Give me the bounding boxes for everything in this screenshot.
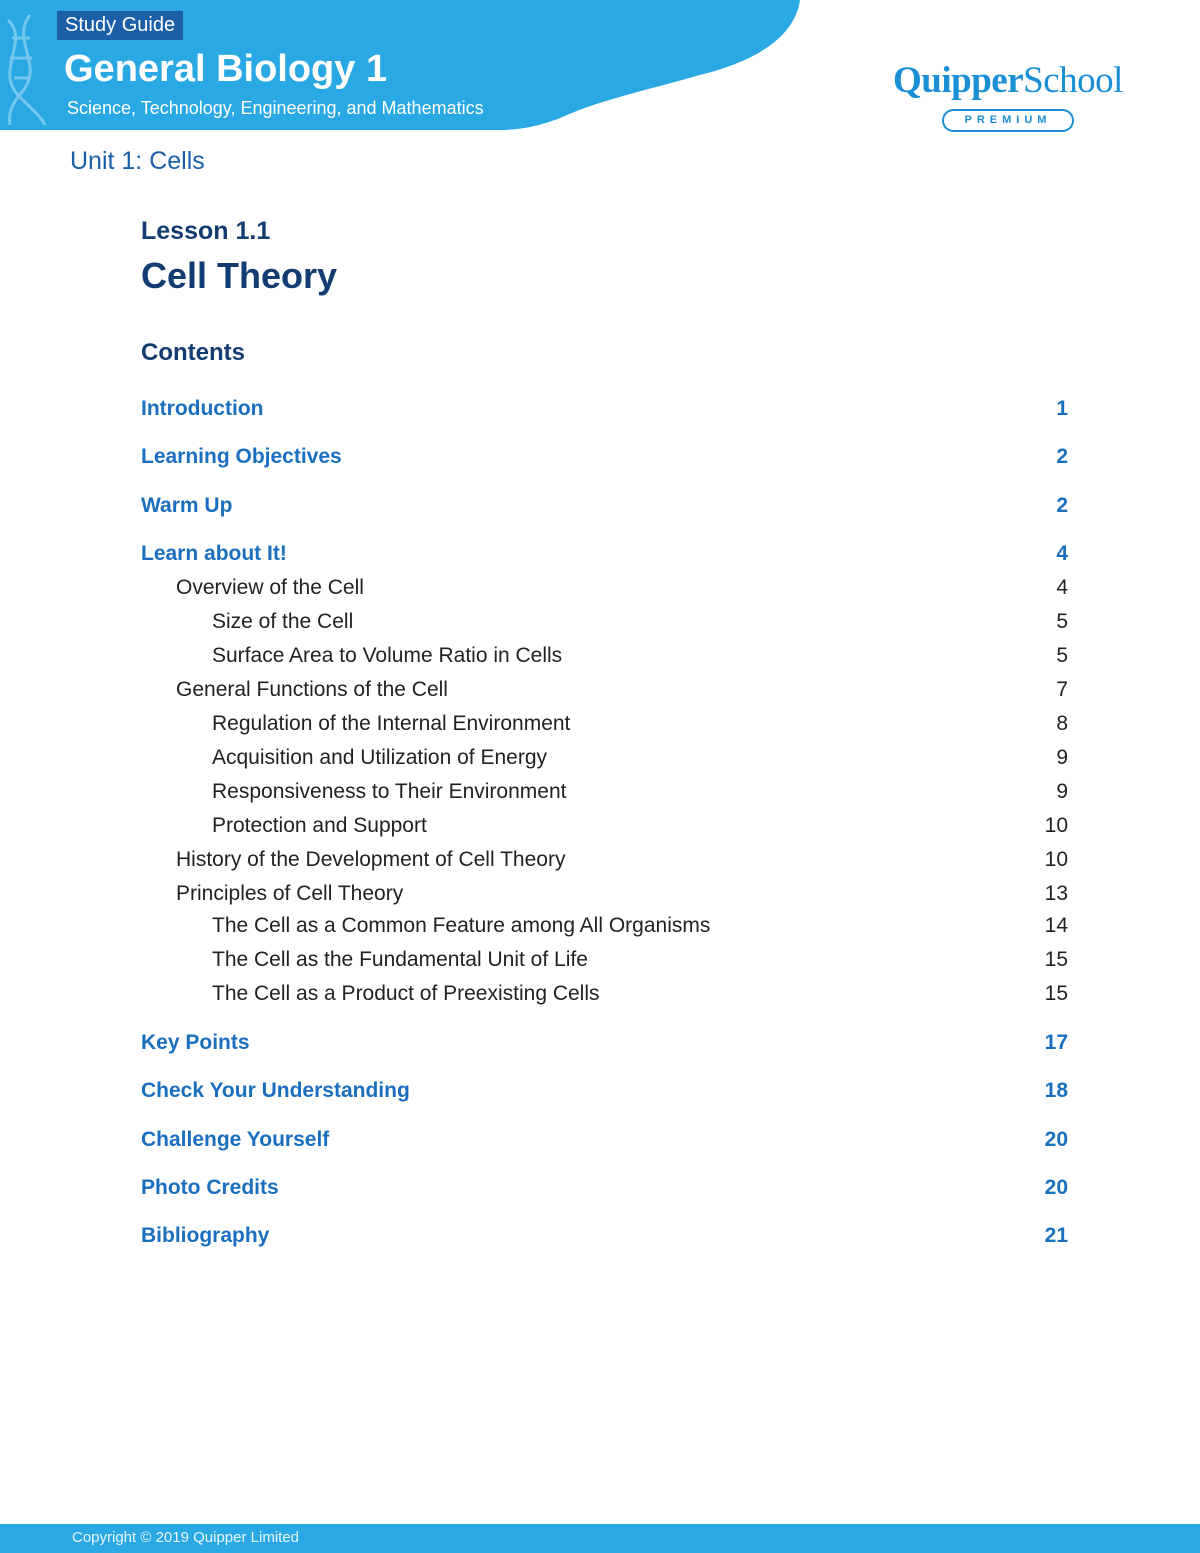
toc-entry-title: Surface Area to Volume Ratio in Cells (212, 644, 563, 667)
toc-entry[interactable] (212, 607, 1068, 637)
toc-entry[interactable] (212, 911, 1068, 941)
toc-entry[interactable] (212, 777, 1068, 807)
toc-entry-title: Regulation of the Internal Environment (212, 712, 571, 735)
toc-entry-page: 15 (1044, 948, 1068, 971)
toc-entry-page: 8 (1056, 712, 1068, 735)
toc-entry[interactable] (212, 709, 1068, 739)
toc-entry[interactable] (212, 945, 1068, 975)
toc-entry[interactable] (141, 442, 1068, 472)
toc-entry[interactable] (212, 743, 1068, 773)
toc-entry-page: 18 (1044, 1079, 1068, 1102)
toc-entry-title: Introduction (141, 397, 264, 420)
toc-entry-title: Principles of Cell Theory (176, 882, 404, 905)
toc-entry-page: 4 (1056, 576, 1068, 599)
toc-entry-title: General Functions of the Cell (176, 678, 448, 701)
toc-entry-page: 20 (1044, 1176, 1068, 1199)
toc-entry[interactable] (141, 1125, 1068, 1155)
toc-entry[interactable] (141, 1028, 1068, 1058)
toc-entry-title: Check Your Understanding (141, 1079, 410, 1102)
lesson-label: Lesson 1.1 (141, 217, 271, 245)
toc-entry[interactable] (176, 675, 1068, 705)
toc-entry[interactable] (176, 879, 1068, 909)
toc-entry-title: The Cell as a Common Feature among All Organisms (212, 914, 711, 937)
toc-entry-page: 17 (1044, 1031, 1068, 1054)
toc-entry[interactable] (141, 539, 1068, 569)
toc-entry-title: The Cell as a Product of Preexisting Cells (212, 982, 600, 1005)
course-title: General Biology 1 (64, 48, 388, 90)
toc-entry-page: 2 (1056, 494, 1068, 517)
toc-entry-title: Challenge Yourself (141, 1128, 330, 1151)
toc-entry-title: Overview of the Cell (176, 576, 364, 599)
toc-entry[interactable] (141, 1076, 1068, 1106)
toc-entry[interactable] (212, 979, 1068, 1009)
toc-entry-page: 5 (1056, 610, 1068, 633)
toc-entry-title: The Cell as the Fundamental Unit of Life (212, 948, 588, 971)
toc-entry-page: 20 (1044, 1128, 1068, 1151)
logo-wordmark-part2: School (1023, 60, 1123, 101)
footer-bar (0, 1524, 1200, 1553)
toc-entry-page: 14 (1044, 914, 1068, 937)
unit-title: Unit 1: Cells (70, 147, 205, 175)
toc-entry[interactable] (212, 811, 1068, 841)
toc-entry[interactable] (141, 491, 1068, 521)
toc-entry-page: 1 (1056, 397, 1068, 420)
toc-entry-title: Key Points (141, 1031, 250, 1054)
toc-entry[interactable] (176, 573, 1068, 603)
toc-entry-title: Bibliography (141, 1224, 270, 1247)
toc-entry[interactable] (212, 641, 1068, 671)
toc-entry-page: 7 (1056, 678, 1068, 701)
toc-entry-page: 4 (1056, 542, 1068, 565)
toc-entry-page: 10 (1044, 814, 1068, 837)
logo-wordmark-part1: Quipper (893, 60, 1024, 101)
toc-entry[interactable] (141, 1221, 1068, 1251)
toc-entry-page: 9 (1056, 780, 1068, 803)
toc-entry-title: Size of the Cell (212, 610, 354, 633)
toc-entry-page: 13 (1044, 882, 1068, 905)
toc-entry-title: Photo Credits (141, 1176, 279, 1199)
toc-entry-title: Responsiveness to Their Environment (212, 780, 567, 803)
contents-heading: Contents (141, 339, 245, 366)
toc-entry-page: 21 (1044, 1224, 1068, 1247)
toc-entry-title: Protection and Support (212, 814, 427, 837)
study-guide-badge: Study Guide (57, 11, 183, 40)
toc-entry-page: 5 (1056, 644, 1068, 667)
toc-entry-title: Learning Objectives (141, 445, 342, 468)
toc-entry[interactable] (176, 845, 1068, 875)
lesson-title: Cell Theory (141, 255, 338, 296)
toc-entry[interactable] (141, 1173, 1068, 1203)
toc-entry-page: 9 (1056, 746, 1068, 769)
toc-entry-title: Acquisition and Utilization of Energy (212, 746, 548, 769)
toc-entry-title: Learn about It! (141, 542, 287, 565)
course-subtitle: Science, Technology, Engineering, and Mathematics (67, 98, 484, 118)
toc-entry[interactable] (141, 394, 1068, 424)
premium-badge: PREMIUM (942, 109, 1074, 132)
copyright-text: Copyright © 2019 Quipper Limited (72, 1529, 300, 1546)
toc-entry-title: Warm Up (141, 494, 233, 517)
toc-entry-page: 10 (1044, 848, 1068, 871)
toc-entry-page: 15 (1044, 982, 1068, 1005)
toc-entry-title: History of the Development of Cell Theory (176, 848, 566, 871)
toc-entry-page: 2 (1056, 445, 1068, 468)
